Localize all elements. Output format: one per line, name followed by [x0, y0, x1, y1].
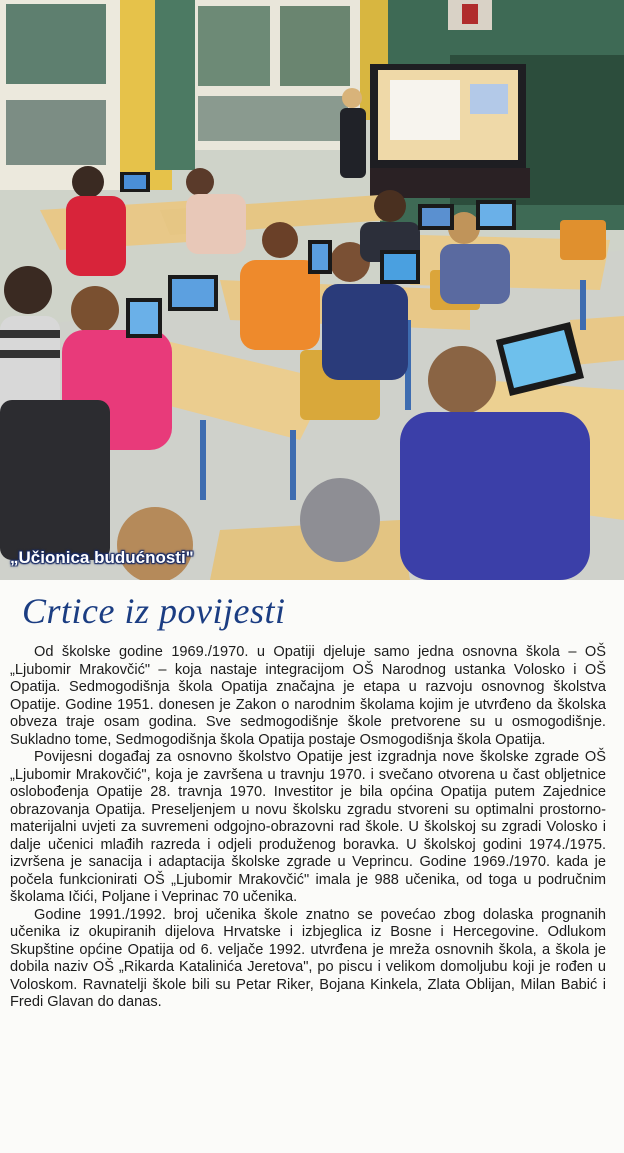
article-body [10, 644, 606, 1012]
article-paragraph-2: Povijesni događaj za osnovno školstvo Opatije jest izgradnja nove školske zgrade OŠ „Ljubomir Mrakovčić", koja je završena u travnju 1970. i svečano otvorena u čast obljetnice oslobođenja Opatije 28. travnja 1970. Investitor je bila općina Opatija putem Zajednice obrazovanja Opatija. Preseljenjem u novu školsku zgradu stvoreni su optimalni prostorno-materijalni uvjeti za suvremeni odgojno-obrazovni rad škole. U školskoj su zgradi Volosko i dalje učenici mlađih razreda i odjeli produženog boravka. U školskoj godini 1974./1975. izvršena je sanacija i adaptacija školske zgrade u Veprincu. Godine 1969./1970. kada je počela funkcionirati OŠ „Ljubomir Mrakovčić" imala je 988 učenika, od toga u područnim školama Ičići, Poljane i Veprinac 70 učenika. [10, 749, 606, 905]
article-paragraph-1: Od školske godine 1969./1970. u Opatiji djeluje samo jedna osnovna škola – OŠ „Ljubomir Mrakovčić" – koja nastaje integracijom OŠ Narodnog ustanka Volosko i OŠ Opatija. Sedmogodišnja škola Opatija značajna je etapa u razvoju osnovnog školstva Opatije. Godine 1951. donesen je Zakon o narodnim školama kojim je utvrđeno da školska obveza traje osam godina. Sve sedmogodišnje škole pretvorene su u osmogodišnje. Sukladno tome, Sedmogodišnja škola Opatija postaje Osmogodišnja škola Opatija. [10, 644, 606, 748]
article-title: Crtice iz povijesti [22, 591, 286, 631]
photo-caption: „Učionica budućnosti" [10, 548, 194, 567]
article-paragraph-3: Godine 1991./1992. broj učenika škole znatno se povećao zbog dolaska prognanih učenika iz okupiranih dijelova Hrvatske i izbjeglica iz Bosne i Hercegovine. Odlukom Skupštine općine Opatija od 6. veljače 1992. utvrđena je mreža osnovnih škola, a škola je dobila naziv OŠ „Rikarda Katalinića Jeretova", po piscu i velikom domoljubu koji je rođen u Voloskom. Ravnatelji škole bili su Petar Riker, Bojana Kinkela, Zlata Oblijan, Milan Babić i Fredi Glavan do danas. [10, 906, 606, 1010]
article [0, 580, 624, 1153]
